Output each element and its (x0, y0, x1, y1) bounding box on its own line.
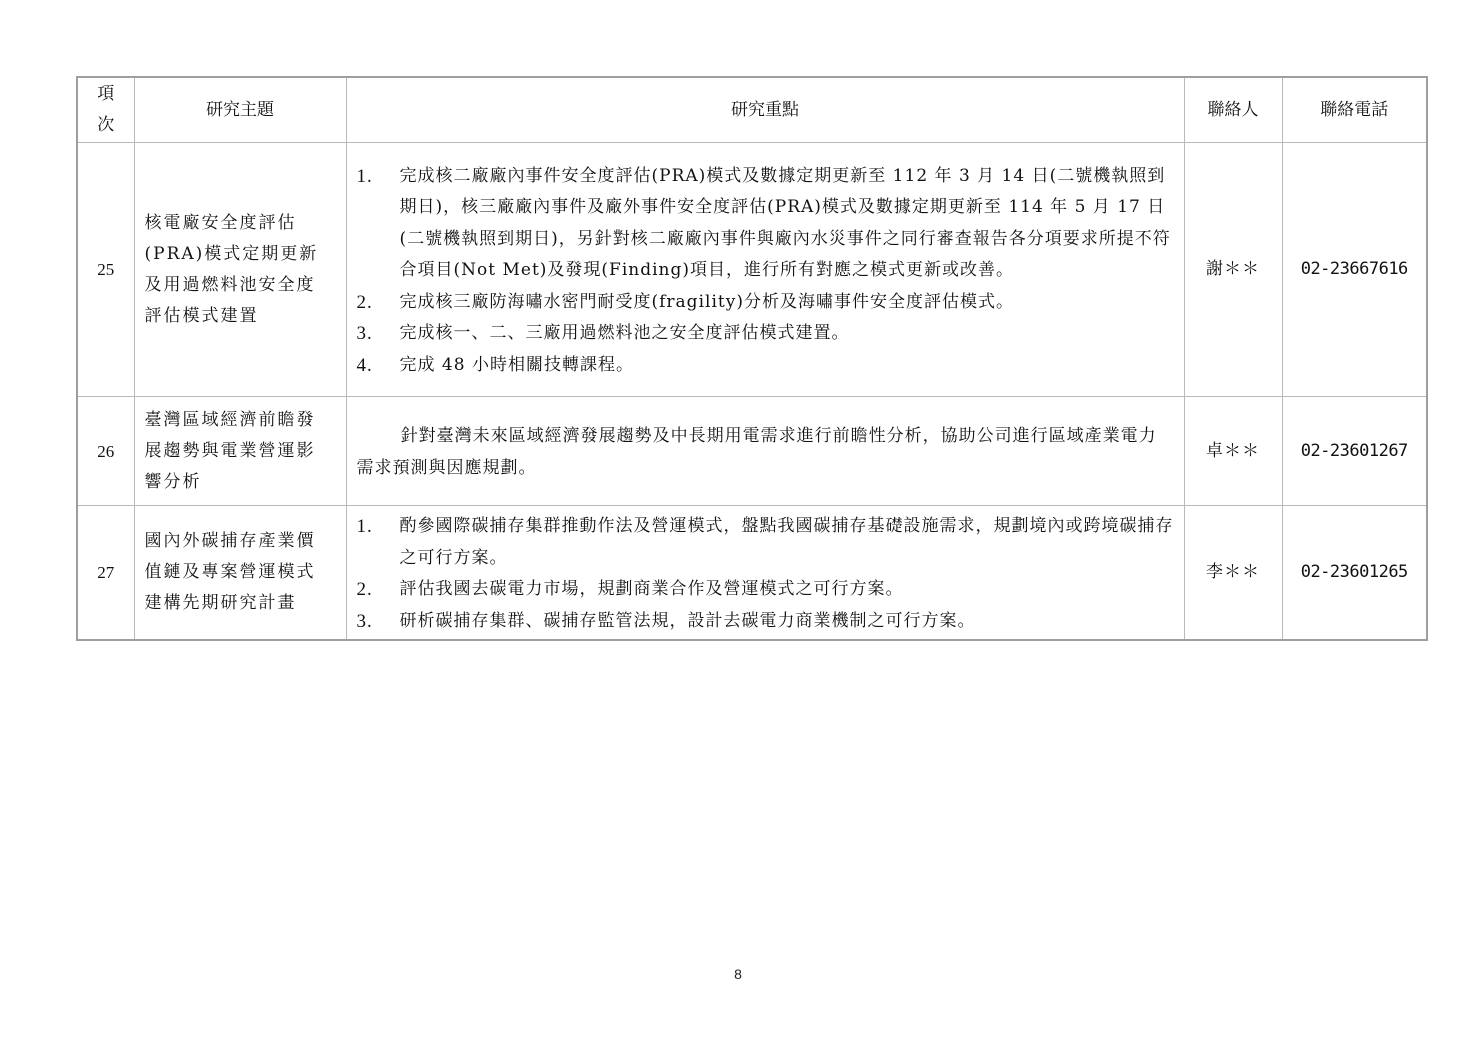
row-contact: 謝＊＊ (1184, 143, 1282, 397)
focus-item-number: 2. (356, 579, 373, 600)
header-index-line-1: 項 (97, 84, 115, 104)
row-contact: 卓＊＊ (1184, 397, 1282, 506)
header-index (77, 77, 134, 143)
row-topic (134, 397, 346, 506)
focus-item-text: 酌參國際碳捕存集群推動作法及營運模式，盤點我國碳捕存基礎設施需求，規劃境內或跨境碳捕存之可行方案。 (399, 516, 1174, 568)
table-header-row (77, 77, 1427, 143)
row-topic-text: 核電廠安全度評估 (PRA)模式定期更新 及用過燃料池安全度 評估模式建置 (144, 212, 319, 326)
row-topic-text: 國內外碳捕存產業價 值鏈及專案營運模式 建構先期研究計畫 (144, 531, 316, 613)
focus-item (357, 318, 1174, 350)
row-focus (346, 506, 1184, 641)
research-topics-table (76, 76, 1428, 641)
header-contact: 聯絡人 (1184, 77, 1282, 143)
focus-item (357, 350, 1174, 382)
focus-item (357, 287, 1174, 319)
row-focus (346, 397, 1184, 506)
focus-item (357, 511, 1174, 574)
row-topic (134, 143, 346, 397)
header-phone: 聯絡電話 (1282, 77, 1427, 143)
row-phone: 02-23667616 (1282, 143, 1427, 397)
row-index: 25 (77, 143, 134, 397)
focus-list (357, 511, 1174, 637)
row-phone: 02-23601267 (1282, 397, 1427, 506)
row-phone: 02-23601265 (1282, 506, 1427, 641)
focus-item-number: 1. (356, 165, 373, 187)
focus-item (357, 574, 1174, 606)
focus-item-number: 3. (356, 323, 373, 345)
focus-item-number: 1. (356, 516, 373, 537)
row-index: 26 (77, 397, 134, 506)
row-index: 27 (77, 506, 134, 641)
focus-item-text: 研析碳捕存集群、碳捕存監管法規，設計去碳電力商業機制之可行方案。 (399, 610, 976, 631)
focus-item-text: 完成核三廠防海嘯水密門耐受度(fragility)分析及海嘯事件安全度評估模式。 (399, 291, 1014, 312)
focus-item-number: 2. (356, 291, 373, 313)
row-topic-text: 臺灣區域經濟前瞻發 展趨勢與電業營運影 響分析 (144, 409, 316, 492)
header-index-line-2: 次 (97, 115, 115, 135)
focus-paragraph: 針對臺灣未來區域經濟發展趨勢及中長期用電需求進行前瞻性分析，協助公司進行區域產業電力需求預測與因應規劃。 (356, 426, 1157, 478)
row-focus (346, 143, 1184, 397)
header-focus: 研究重點 (346, 77, 1184, 143)
table-row (77, 397, 1427, 506)
page-number: 8 (734, 966, 742, 982)
focus-item-text: 完成核一、二、三廠用過燃料池之安全度評估模式建置。 (399, 323, 850, 344)
focus-item (357, 161, 1174, 287)
row-topic (134, 506, 346, 641)
focus-list (357, 161, 1174, 382)
focus-item-text: 完成核二廠廠內事件安全度評估(PRA)模式及數據定期更新至 112 年 3 月 14 日(二號機執照到期日)，核三廠廠內事件及廠外事件安全度評估(PRA)模式及數據定期更新至 114 年 5 月 17 日(二號機執照到期日)，另針對核二廠廠內事件與廠內水災事件之同行審查報告各分項要求所提不符合項目(Not Met)及發現(Finding)項目，進行所有對應之模式更新或改善。 (399, 165, 1171, 281)
header-topic: 研究主題 (134, 77, 346, 143)
focus-item-number: 4. (356, 354, 373, 376)
table-row (77, 506, 1427, 641)
focus-item-text: 評估我國去碳電力市場，規劃商業合作及營運模式之可行方案。 (399, 579, 904, 599)
table-row (77, 143, 1427, 397)
focus-item-text: 完成 48 小時相關技轉課程。 (399, 354, 634, 375)
focus-item-number: 3. (356, 610, 373, 632)
focus-item (357, 606, 1174, 638)
row-contact: 李＊＊ (1184, 506, 1282, 641)
